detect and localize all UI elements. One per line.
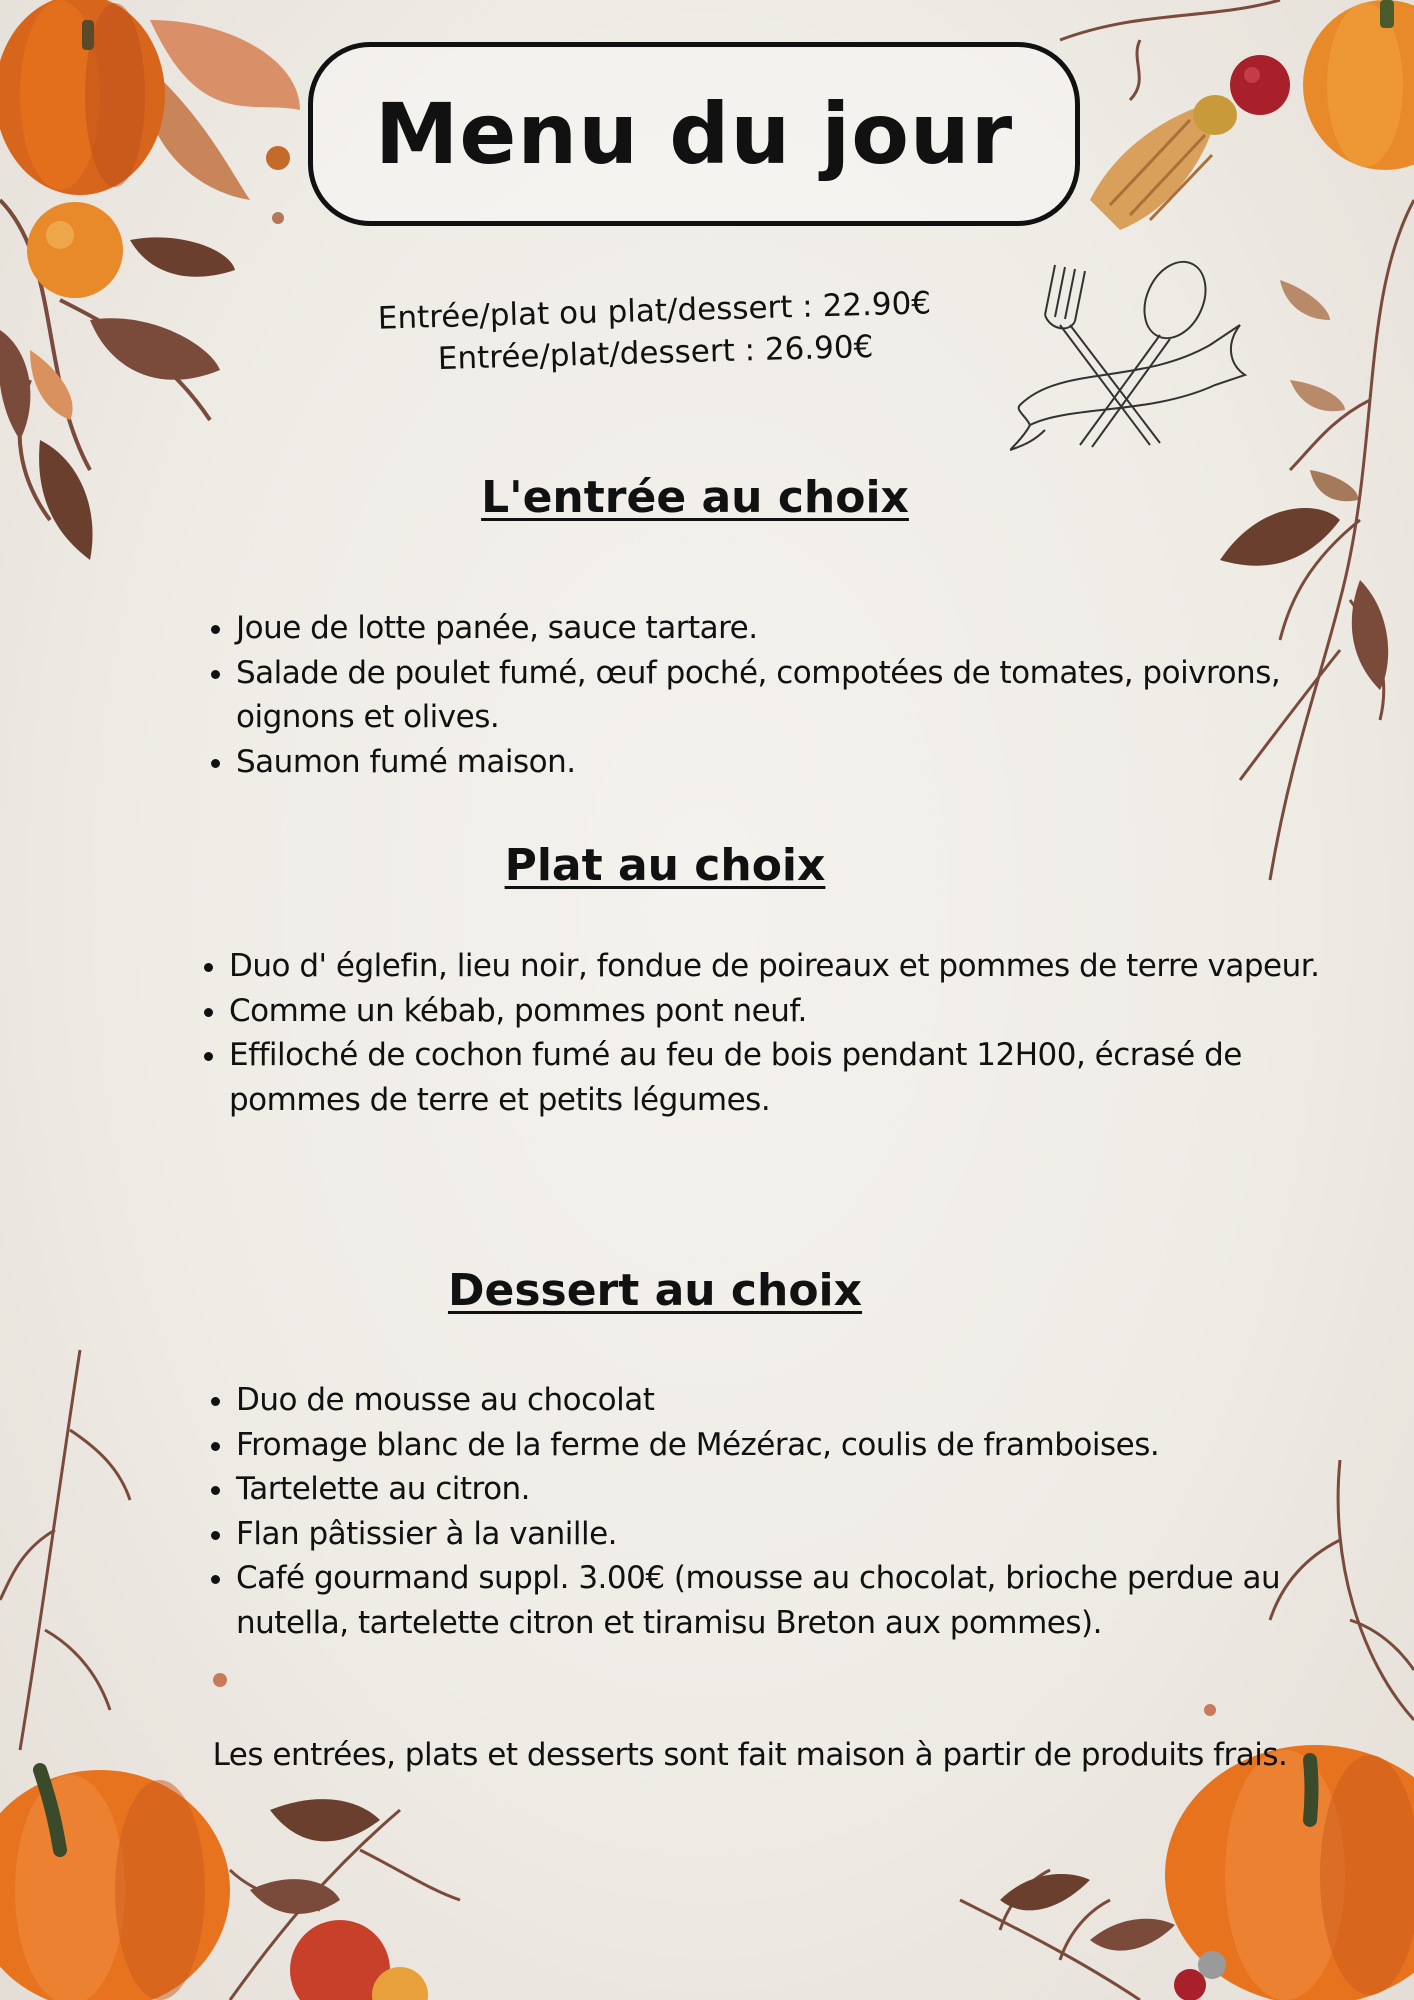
list-item: • Duo de mousse au chocolat [236,1378,1356,1423]
list-item: • Fromage blanc de la ferme de Mézérac, coulis de framboises. [236,1423,1356,1468]
list-item: • Joue de lotte panée, sauce tartare. [236,606,1366,651]
section-title-entree: L'entrée au choix [481,472,909,523]
entree-list [196,606,1366,784]
dessert-list [196,1378,1356,1645]
list-item: • Effiloché de cochon fumé au feu de bois pendant 12H00, écrasé de pommes de terre et petits légumes. [229,1033,1349,1122]
pumpkin-icon [0,0,165,195]
list-item: • Duo d' églefin, lieu noir, fondue de poireaux et pommes de terre vapeur. [229,944,1349,989]
price-line: Entrée/plat ou plat/dessert : 22.90€ [377,285,932,337]
cutlery-ribbon-icon [1010,255,1250,455]
berry-icon [27,202,123,298]
autumn-leaf-icon [250,1799,380,1914]
list-item: • Salade de poulet fumé, œuf poché, compotées de tomates, poivrons, oignons et olives. [236,651,1366,740]
price-line: Entrée/plat/dessert : 26.90€ [437,328,874,378]
page-title: Menu du jour [374,85,1014,183]
section-title-plat: Plat au choix [504,840,826,891]
price-list [329,281,981,383]
autumn-leaf-icon [1000,1874,1175,1951]
list-item: • Tartelette au citron. [236,1467,1356,1512]
berry-icon [1230,55,1290,115]
list-item: • Café gourmand suppl. 3.00€ (mousse au chocolat, brioche perdue au nutella, tartelette citron et tiramisu Breton aux pommes). [236,1556,1356,1645]
section-title-dessert: Dessert au choix [447,1265,863,1316]
title-frame [308,42,1080,226]
pumpkin-icon [1303,0,1414,170]
footer-note: Les entrées, plats et desserts sont fait maison à partir de produits frais. [212,1737,1288,1773]
croissant-icon [1090,95,1237,230]
top-left-autumn-decoration [0,0,330,580]
list-item: • Saumon fumé maison. [236,740,1366,785]
pumpkin-icon [0,1770,230,2000]
plat-list [189,944,1349,1122]
list-item: • Comme un kébab, pommes pont neuf. [229,989,1349,1034]
list-item: • Flan pâtissier à la vanille. [236,1512,1356,1557]
